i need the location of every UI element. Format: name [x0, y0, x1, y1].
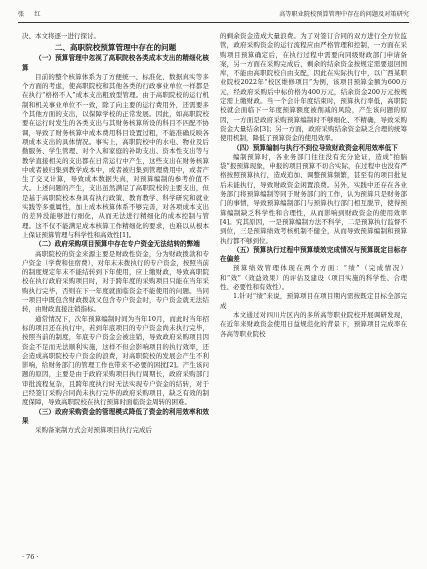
- body-paragraph: 的剩余资金造成大量浪费。为了对签订合同的双方进行全方位监管，政府采购资金的运行流程应由严格管理和控制，一方面在采购项目预算确定后，在执行过程中需要向同级财政部门申请备案，另一方面在采购完成后，剩余的结余资金按规定需要退回国库，不能由高职院校自由支配，因此在实际执行中，以广西某职业院校2022年“校区维修项目”为例，该项目预算金额为600万元，经政府采购后中标价格为400万元，结余资金200万元按规定需上缴财政。当一个会计年度结束时，预算执行率低，高职院校就会面临下一年度预算额度被削减的风险，产生该问题的原因，一方面是政府采购预算编制时不够细化、不精确，导致采购资金大量结余[3]；另一方面，政府采购结余资金缺乏合理的统筹使用机制，降低了预算资金的使用效率。: [220, 32, 407, 143]
- body-paragraph: 编制预算时，各业务部门往往没有充分论证，造成“拍脑袋”报预算现象，申报的项目预算不切合实际，在过程中也没有严格按照预算执行，造成追加、调整预算频繁，甚至有的项目批复后未能执行，导致财政资金闲置浪费。另外，实践中还存在各业务部门将预算编制等同于财务部门的工作，认为预算只是财务部门的事情，导致预算编制部门与预算执行部门相互脱节，使得预算编制缺乏科学性和合理性，从而影响到财政资金的使用效率[4]。究其原因，一是预算编制方法不科学，二是预算执行监督不到位，三是预算绩效考核机制不健全，从而导致预算编制和预算执行都不够到位。: [220, 152, 407, 245]
- body-paragraph: 目前的整个核算体系为了方便统一、标准化、数据真实等多个方面的考虑，使高职院校和其他各类的行政事业单位一样都是在执行“格格不入”成本支出粗放型管理。由于高职院校的运行机制和机关事业单位不一致，除了向主要的运行费用外，还需要多个其他方面的支出，以保障学校的正常发展。因此，如高职院校要在运行时发生的各类支出与其财务核算所设的科目不匹配不协调，导致了财务核算中成本费用科目设置过粗，不能准确反映各项成本支出的具体情况。事实上，高职院校中的水电、物业及后勤服务、学生管理、对个人和家庭的补助支出、资本性支出等与教学直接相关的支出都在日常运行中产生，这些支出在财务核算中或者被归集到教学成本中，或者被归集到管理费用中，或者产生了交叉计算，导致成本数据失真，对预算编制的参考价值不大。上述问题的产生，支出虽然满足了高职院校的主要支出，但是基于高职院校本身具有执行政策、教育教学、科学研究和就业实践等多重属性，加上成本核算体系不够完善，对各项成本支出的差异没能够进行细化，从而无法进行精细化的成本控制与管理。这不仅不能满足成本核算工作精细化的要求，也难以从根本上保证预算管理与科学性和高效性[1]。: [22, 72, 209, 239]
- subsection-heading: （四）预算编制与执行不到位导致财政资金利用效率低下: [233, 143, 398, 152]
- header-author: 张 红: [18, 11, 43, 18]
- subsection-heading: （五）预算执行过程中预算绩效完成情况与预算既定目标存在偏差: [220, 245, 407, 264]
- header-article-title: 高等职业院校预算管理中存在的问题及对策研究: [279, 11, 409, 18]
- section-heading: 二、高职院校预算管理中存在的问题: [54, 43, 177, 53]
- left-text-column: [22, 32, 209, 547]
- running-header: [18, 8, 409, 23]
- body-paragraph: 高职院校的资金来源主要是财政性资金，分为财政拨款和专户资金（学费和住宿费），对年末未拨执行的专户资金，按照当前的制度规定年末不能结转到下年使用，应上缴财政，导致高职院校在执行政府采购项目时，对于跨年度的采购项目只能在当年采购执行完毕，否则在下一年度就面临资金不能使用的问题。当同一项目中既包含财政拨款又包含专户资金时，专户资金就无法结转，由财政直接注销指标。: [22, 249, 209, 314]
- body-paragraph: 通常情况下，次年预算编制时间为当年10月，而此时当年招标的项目还在执行中，若到年底项目的专户资金尚未执行完毕，按照当前的制度，年底专户资金会被注销，导致政府采购项目因资金不足而无法顺利实施，这样不但会影响项目的执行效率，还会造成高职院校专户资金的浪费，对高职院校的发展会产生不利影响，给财务部门的管理工作也带来不必要的困扰[2]。产生该问题的原因，主要是由于政府采购项目执行周期长，政府采购部门审批流程复杂，且跨年度执行时无法实现专户资金的结转，对于已经签订采购合同尚未执行完毕的政府采购项目，缺乏有效的制度保障，导致高职院校在执行预算时面临资金周转的困难。: [22, 314, 209, 407]
- body-paragraph: 采购备案制方式会对预算项目执行完成后: [35, 426, 152, 435]
- body-paragraph: 1.针对“绩”来说，预算项目在项目期内需按既定目标全部完成: [220, 292, 407, 310]
- body-paragraph: 预算绩效管理体现在两个方面：“绩”（完成情况）和“效”（效益效果）的评估及建设（项目实施的科学性、合理性、必要性和有效性）。: [220, 264, 407, 292]
- right-text-column: [220, 32, 407, 547]
- subsection-heading: （二）政府采购项目预算中存在专户资金无法结转的弊端: [35, 240, 200, 249]
- subsection-heading: （一）预算管理中忽视了高职院校各类成本支出的精细化核算: [22, 54, 209, 72]
- page-number: · 76 ·: [22, 553, 39, 561]
- subsection-heading: （三）政府采购资金的管理模式降低了资金的利用效率和效果: [22, 407, 209, 425]
- body-paragraph: 决、本文将逐一进行探讨。: [22, 32, 100, 40]
- body-paragraph: 本文通过对四川片区内的多所高等职业院校开展调研发现，在近年来财政资金使用日益规范化的背景下，预算项目完成率在各高等职业院校: [220, 310, 407, 338]
